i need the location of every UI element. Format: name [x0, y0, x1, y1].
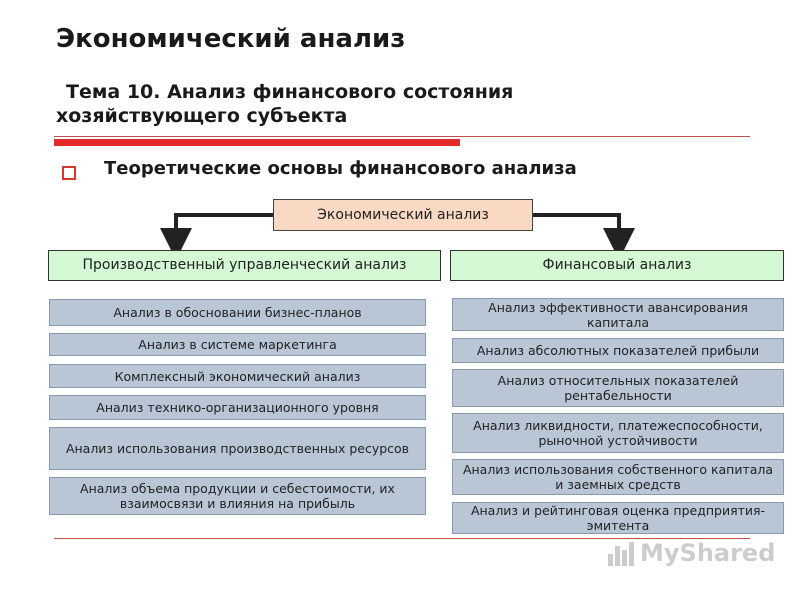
bar-chart-icon [606, 538, 636, 568]
connector-to-right-category [533, 215, 619, 244]
left-item-complex-analysis: Комплексный экономический анализ [49, 364, 426, 388]
slide-title: Экономический анализ [56, 24, 406, 54]
section-heading: Теоретические основы финансового анализа [104, 158, 577, 179]
left-item-business-plans: Анализ в обосновании бизнес-планов [49, 299, 426, 326]
myshared-watermark [606, 538, 775, 568]
right-item-absolute-profit: Анализ абсолютных показателей прибыли [452, 338, 784, 363]
right-item-capital-advance: Анализ эффективности авансирования капитала [452, 298, 784, 331]
right-item-own-borrowed-capital: Анализ использования собственного капитала и заемных средств [452, 459, 784, 495]
right-item-profitability: Анализ относительных показателей рентабельности [452, 369, 784, 407]
subtitle-line-2: хозяйствующего субъекта [56, 105, 348, 127]
category-financial-analysis: Финансовый анализ [450, 250, 784, 281]
left-item-production-resources: Анализ использования производственных ресурсов [49, 427, 426, 470]
connector-to-left-category [176, 215, 273, 244]
diagram-root-node: Экономический анализ [273, 199, 533, 231]
category-production-management-analysis: Производственный управленческий анализ [48, 250, 441, 281]
left-item-volume-cost-profit: Анализ объема продукции и себестоимости, их взаимосвязи и влияния на прибыль [49, 477, 426, 515]
right-item-issuer-rating: Анализ и рейтинговая оценка предприятия-эмитента [452, 502, 784, 534]
left-item-technical-level: Анализ технико-организационного уровня [49, 395, 426, 420]
left-item-marketing: Анализ в системе маркетинга [49, 333, 426, 356]
subtitle-line-1: Тема 10. Анализ финансового состояния [66, 81, 514, 103]
right-item-liquidity: Анализ ликвидности, платежеспособности, рыночной устойчивости [452, 413, 784, 453]
watermark-text: MyShared [640, 539, 776, 567]
